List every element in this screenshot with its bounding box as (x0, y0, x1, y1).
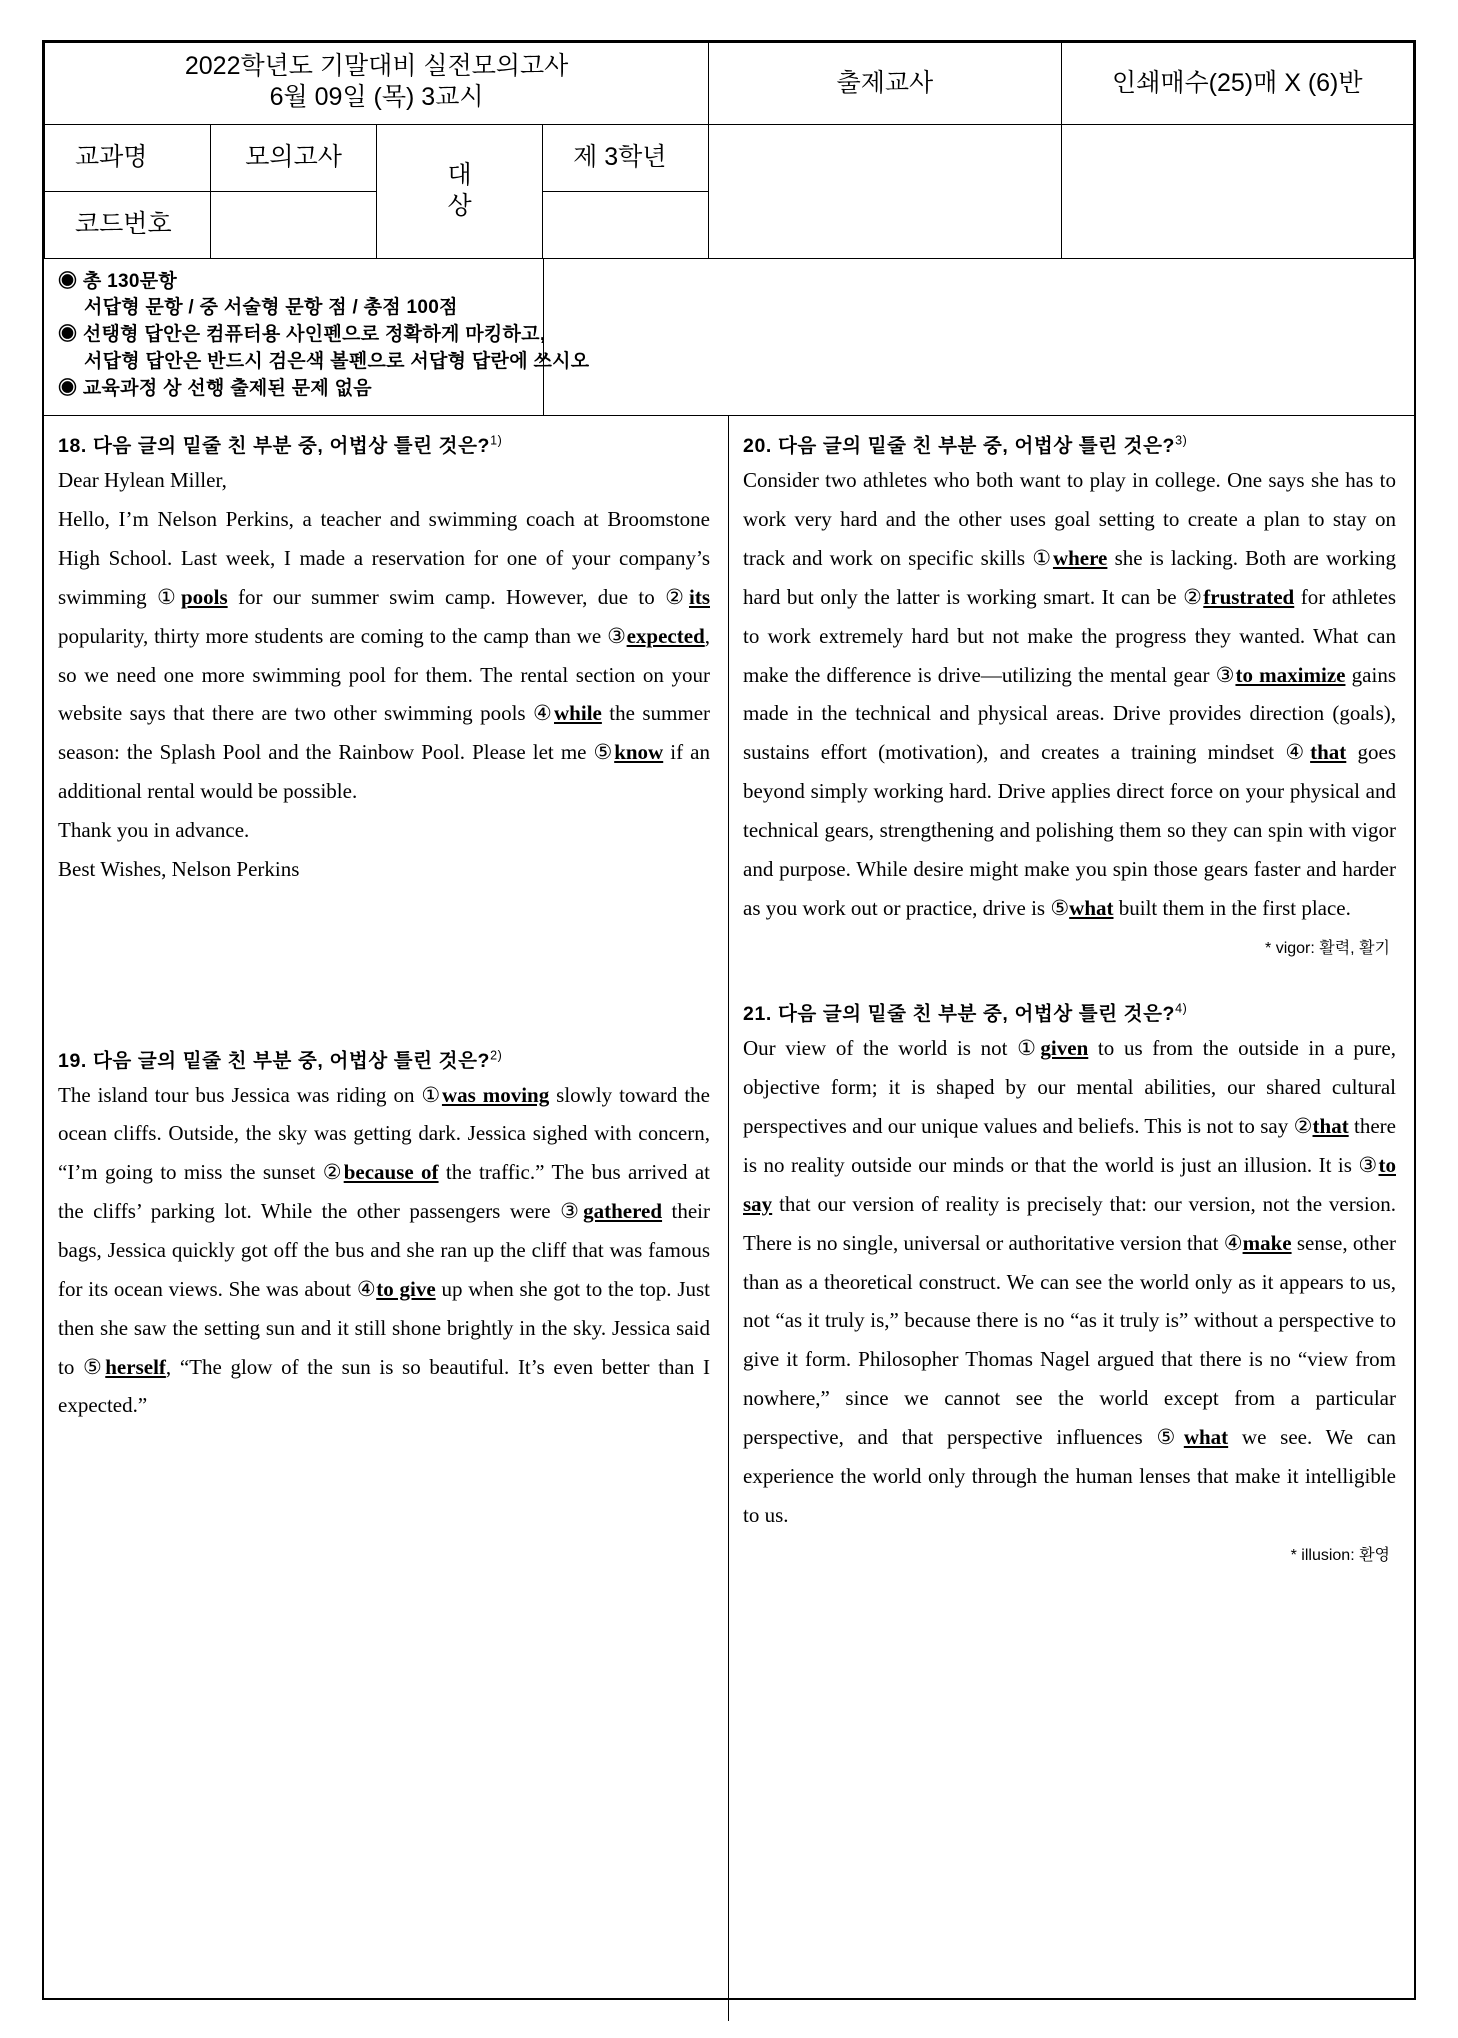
question-18-number: 18. (58, 435, 87, 458)
exam-title-cell (45, 43, 709, 125)
q21-choice-5[interactable]: what (1183, 1424, 1229, 1449)
q19-text-3: the traffic.” The bus arrived at the cliffs’ parking lot. While the other passengers were (58, 1160, 711, 1224)
code-value-cell[interactable] (211, 191, 377, 258)
q21-choice-4[interactable]: make (1242, 1230, 1292, 1255)
q21-text-2: to us from the outside in a pure, objective form; it is shaped by our mental abilities, our shared cultural perspectives and our unique values and beliefs. This is not to say (743, 1036, 1396, 1139)
q19-choice-1[interactable]: was moving (441, 1082, 550, 1107)
question-18-footnote-marker: 1) (490, 433, 503, 448)
print-count-cell: 인쇄매수(25)매 X (6)반 (1061, 43, 1413, 125)
question-20 (743, 430, 1396, 958)
q20-text-4: gains made in the technical and physical areas. Drive provides direction (goals), sustains effort (motivation), and creates a training mindset (743, 662, 1397, 765)
q18-choice-5[interactable]: know (614, 740, 664, 765)
question-21-passage (743, 1029, 1396, 1534)
question-21-prompt: 다음 글의 밑줄 친 부분 중, 어법상 틀린 것은? (777, 1003, 1176, 1026)
teacher-value-cell[interactable] (709, 124, 1061, 258)
q20-choice-5-number: ⑤ (1050, 895, 1070, 920)
notice-box (44, 259, 590, 417)
q20-choice-1[interactable]: where (1052, 546, 1108, 571)
q20-choice-1-number: ① (1032, 546, 1053, 571)
q19-choice-3[interactable]: gathered (583, 1199, 663, 1224)
notice-line-1: ◉ 총 130문항 (58, 270, 178, 292)
q19-choice-2-number: ② (322, 1160, 344, 1185)
exam-title-line1: 2022학년도 기말대비 실전모의고사 (184, 52, 569, 80)
q20-choice-3[interactable]: to maximize (1235, 662, 1346, 687)
notice-empty-cell (544, 259, 1414, 417)
q18-choice-1-number: ① (157, 584, 181, 609)
question-19-heading (58, 1045, 710, 1073)
question-18 (58, 430, 710, 888)
q19-text-6: , “The glow of the sun is so beautiful. It’s even better than I expected.” (58, 1354, 711, 1418)
question-19 (58, 1045, 710, 1426)
q21-choice-5-number: ⑤ (1156, 1424, 1184, 1449)
q20-text-6: built them in the first place. (1113, 895, 1351, 920)
question-18-prompt: 다음 글의 밑줄 친 부분 중, 어법상 틀린 것은? (92, 435, 491, 458)
q18-choice-2[interactable]: its (689, 584, 710, 609)
q21-text-1: Our view of the world is not (743, 1036, 1018, 1061)
q18-text-5: the summer season: the Splash Pool and the Rainbow Pool. Please let me (58, 701, 711, 765)
q19-text-1: The island tour bus Jessica was riding on (58, 1082, 422, 1107)
q21-choice-1-number: ① (1017, 1036, 1041, 1061)
question-20-number: 20. (743, 435, 772, 458)
question-19-paragraph (58, 1076, 710, 1426)
q18-text-2: for our summer swim camp. However, due to (227, 584, 666, 609)
q21-choice-2[interactable]: that (1312, 1114, 1349, 1139)
q21-choice-1[interactable]: given (1040, 1036, 1089, 1061)
q18-choice-5-number: ⑤ (593, 740, 615, 765)
notice-line-4: 서답형 답안은 반드시 검은색 볼펜으로 서답형 답란에 쓰시오 (84, 351, 590, 373)
grade-value-cell: 제 3학년 (543, 124, 709, 191)
exam-header-table (44, 42, 1414, 259)
q19-text-2: slowly toward the ocean cliffs. Outside, the sky was getting dark. Jessica sighed with concern, “I’m going to miss the sunset (58, 1082, 710, 1185)
q20-text-1: Consider two athletes who both want to play in college. One says she has to work very hard and the other uses goal setting to create a plan to stay on track and work on specific skills (743, 468, 1396, 571)
q19-text-5: up when she got to the top. Just then she saw the setting sun and it still shone brightly in the sky. Jessica said to (58, 1276, 710, 1379)
question-18-salutation: Dear Hylean Miller, (58, 468, 227, 493)
right-column-gap (743, 964, 1396, 998)
q18-choice-1[interactable]: pools (180, 584, 228, 609)
q21-text-5: sense, other than as a theoretical construct. We can see the world only as it appears to us, not “as it truly is,” because there is no “as it truly is” without a perspective to give it form. Philosopher Thomas Nagel argued that there is no “view from nowhere,” since we cannot see the world except from a particular perspective, and that perspective influences (743, 1230, 1397, 1449)
q19-choice-1-number: ① (421, 1082, 442, 1107)
question-20-prompt: 다음 글의 밑줄 친 부분 중, 어법상 틀린 것은? (777, 435, 1176, 458)
q18-choice-3[interactable]: expected (626, 623, 705, 648)
question-20-paragraph (743, 461, 1396, 927)
question-20-heading (743, 430, 1396, 458)
q20-choice-4-number: ④ (1285, 740, 1311, 765)
q19-text-4: their bags, Jessica quickly got off the bus and she ran up the cliff that was famous for its ocean views. She was about (58, 1199, 711, 1301)
q20-choice-2[interactable]: frustrated (1203, 584, 1295, 609)
q19-choice-2[interactable]: because of (343, 1160, 439, 1185)
q18-choice-4[interactable]: while (554, 701, 602, 726)
question-21-heading (743, 998, 1396, 1026)
page-frame (42, 40, 1416, 2000)
target-label-char1: 대 (447, 160, 472, 189)
question-19-number: 19. (58, 1049, 87, 1072)
q20-choice-3-number: ③ (1215, 662, 1236, 687)
question-21-footnote: * illusion: 환영 (1290, 1547, 1390, 1565)
notice-line-2: 서답형 문항 / 중 서술형 문항 점 / 총점 100점 (84, 297, 458, 319)
q21-text-6: we see. We can experience the world only through the human lenses that make it intelligible to us. (743, 1424, 1397, 1527)
q20-choice-5[interactable]: what (1069, 895, 1114, 920)
q20-choice-4[interactable]: that (1310, 740, 1347, 765)
question-18-closing-2: Best Wishes, Nelson Perkins (58, 856, 300, 881)
q19-choice-4[interactable]: to give (376, 1276, 436, 1301)
question-21-paragraph (743, 1029, 1396, 1534)
teacher-label-cell: 출제교사 (709, 43, 1061, 125)
q21-text-4: that our version of reality is precisely that: our version, not the version. There is no single, universal or authoritative version that (743, 1191, 1396, 1255)
q18-choice-2-number: ② (665, 584, 689, 609)
q20-choice-2-number: ② (1183, 584, 1204, 609)
question-19-passage (58, 1076, 710, 1426)
print-value-cell[interactable] (1061, 124, 1413, 258)
q21-choice-4-number: ④ (1223, 1230, 1243, 1255)
question-20-footnote: * vigor: 활력, 활기 (1265, 940, 1390, 958)
question-18-heading (58, 430, 710, 458)
target-label-cell (377, 124, 543, 258)
question-21-footnote-marker: 4) (1175, 1001, 1188, 1016)
q18-choice-3-number: ③ (607, 623, 627, 648)
q19-choice-5[interactable]: herself (105, 1354, 166, 1379)
q21-choice-3-number: ③ (1358, 1153, 1379, 1177)
question-20-passage (743, 461, 1396, 927)
q21-text-3: there is no reality outside our minds or that the world is just an illusion. It is (743, 1114, 1396, 1177)
question-19-footnote-marker: 2) (490, 1048, 503, 1063)
q21-choice-2-number: ② (1293, 1114, 1313, 1139)
q18-text-6: if an additional rental would be possible. (58, 740, 710, 804)
q21-choice-3[interactable]: to say (743, 1153, 1396, 1216)
exam-title-line2: 6월 09일 (목) 3교시 (269, 83, 484, 112)
subject-value-cell: 모의고사 (211, 124, 377, 191)
question-20-footnote-marker: 3) (1175, 433, 1188, 448)
question-18-paragraph (58, 500, 710, 811)
left-column (44, 416, 729, 2021)
notice-line-5: ◉ 교육과정 상 선행 출제된 문제 없음 (58, 378, 372, 400)
target-label-char2: 상 (447, 192, 472, 220)
two-column-body (44, 416, 1414, 2021)
code-label-cell: 코드번호 (45, 191, 211, 258)
q20-text-5: goes beyond simply working hard. Drive applies direct force on your physical and technical gears, strengthening and polishing them so they can spin with vigor and purpose. While desire might make you spin those gears faster and harder as you work out or practice, drive is (743, 740, 1396, 920)
question-21 (743, 998, 1396, 1565)
notice-row (44, 259, 1414, 417)
right-column (729, 416, 1414, 2021)
question-18-closing-1: Thank you in advance. (58, 817, 250, 842)
question-19-prompt: 다음 글의 밑줄 친 부분 중, 어법상 틀린 것은? (92, 1049, 491, 1072)
q18-text-4: , so we need one more swimming pool for them. The rental section on your website says that there are two other swimming pools (58, 623, 710, 726)
q18-choice-4-number: ④ (533, 701, 555, 726)
grade-blank-cell[interactable] (543, 191, 709, 258)
q20-text-3: for athletes to work extremely hard but not make the progress they wanted. What can make the difference is drive—utilizing the mental gear (743, 584, 1396, 687)
notice-line-3: ◉ 선탱형 답안은 컴퓨터용 사인펜으로 정확하게 마킹하고, (58, 324, 546, 346)
q19-choice-3-number: ③ (560, 1199, 584, 1224)
subject-label-cell: 교과명 (45, 124, 211, 191)
q20-text-2: she is lacking. Both are working hard but only the latter is working smart. It can be (743, 546, 1397, 609)
q18-text-1: Hello, I’m Nelson Perkins, a teacher and swimming coach at Broomstone High School. Last week, I made a reservation for one of your company’s swimming (58, 507, 710, 609)
q19-choice-5-number: ⑤ (83, 1354, 106, 1379)
question-21-number: 21. (743, 1003, 772, 1026)
q19-choice-4-number: ④ (356, 1276, 377, 1301)
q18-text-3: popularity, thirty more students are coming to the camp than we (58, 623, 608, 648)
left-column-spacer (58, 895, 710, 1045)
question-18-passage (58, 461, 710, 888)
